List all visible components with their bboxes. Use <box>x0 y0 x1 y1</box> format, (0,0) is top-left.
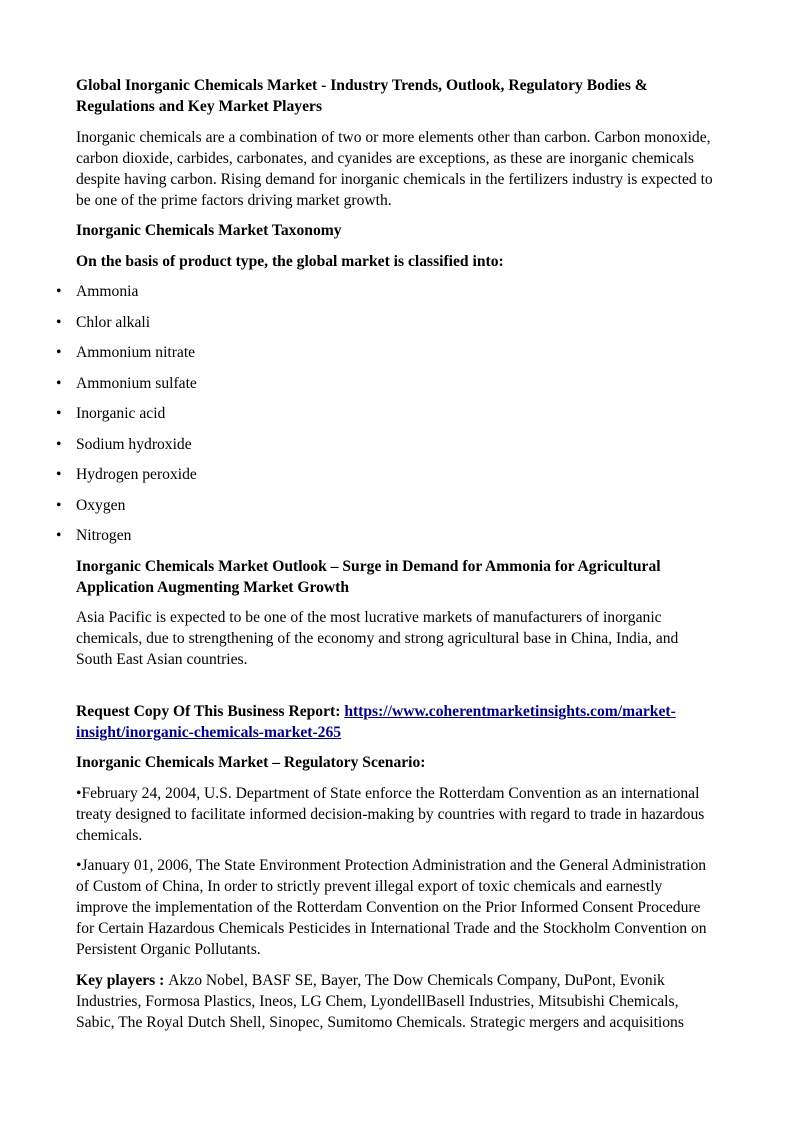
intro-paragraph: Inorganic chemicals are a combination of two or more elements other than carbon. Carbon monoxide, carbon dioxide, carbides, carbonates, and cyanides are exceptions, as these are inorganic chemicals despite having carbon. Rising demand for inorganic chemicals in the fertilizers industry is expected to be one of the prime factors driving market growth. <box>76 128 713 209</box>
bullet-icon: • <box>56 527 62 544</box>
list-item-label: Hydrogen peroxide <box>76 466 197 483</box>
list-item <box>56 342 718 363</box>
list-item-label: Ammonium nitrate <box>76 344 196 361</box>
bullet-icon: • <box>56 313 62 331</box>
list-item <box>56 525 718 546</box>
list-item <box>56 281 718 302</box>
list-item-label: Ammonia <box>76 283 139 300</box>
outlook-heading: Inorganic Chemicals Market Outlook – Surge in Demand for Ammonia for Agricultural Application Augmenting Market Growth <box>76 557 661 596</box>
document-title: Global Inorganic Chemicals Market - Industry Trends, Outlook, Regulatory Bodies & Regulations and Key Market Players <box>76 77 648 115</box>
list-item-label: Nitrogen <box>76 527 132 544</box>
key-players-paragraph <box>76 970 718 1033</box>
list-item-label: Chlor alkali <box>76 313 151 331</box>
list-item-label: Oxygen <box>76 496 126 514</box>
list-item-label: Sodium hydroxide <box>76 435 192 453</box>
key-players-text: Akzo Nobel, BASF SE, Bayer, The Dow Chemicals Company, DuPont, Evonik Industries, Formosa Plastics, Ineos, LG Chem, LyondellBasell Industries, Mitsubishi Chemicals, Sabic, The Royal Dutch Shell, Sinopec, Sumitomo Chemicals. Strategic mergers and acquisitions <box>76 971 684 1031</box>
list-item <box>56 495 718 516</box>
list-item <box>56 464 718 485</box>
outlook-paragraph: Asia Pacific is expected to be one of the most lucrative markets of manufacturers of inorganic chemicals, due to strengthening of the economy and strong agricultural base in China, India, and South East Asian countries. <box>76 609 679 668</box>
product-type-heading: On the basis of product type, the global market is classified into: <box>76 252 504 270</box>
regulation-paragraph: •January 01, 2006, The State Environment Protection Administration and the General Administration of Custom of China, In order to strictly prevent illegal export of toxic chemicals and earnestly improve the implementation of the Rotterdam Convention on the Prior Informed Consent Procedure for Certain Hazardous Chemicals Pesticides in International Trade and the Stockholm Convention on Persistent Organic Pollutants. <box>76 857 707 958</box>
list-item-label: Inorganic acid <box>76 405 166 422</box>
taxonomy-heading: Inorganic Chemicals Market Taxonomy <box>76 222 342 239</box>
key-players-label: Key players : <box>76 971 169 989</box>
report-link[interactable]: https://www.coherentmarketinsights.com/market-insight/inorganic-chemicals-market-265 <box>76 702 676 741</box>
bullet-icon: • <box>56 374 62 392</box>
list-item <box>56 312 718 333</box>
list-item <box>56 403 718 424</box>
regulatory-heading: Inorganic Chemicals Market – Regulatory Scenario: <box>76 754 426 771</box>
bullet-icon: • <box>56 283 62 300</box>
request-copy-paragraph <box>76 701 718 743</box>
document-page <box>56 75 718 1042</box>
product-type-list <box>56 281 718 546</box>
regulation-paragraph: •February 24, 2004, U.S. Department of State enforce the Rotterdam Convention as an international treaty designed to facilitate informed decision-making by countries with regard to trade in hazardous chemicals. <box>76 784 705 844</box>
list-item <box>56 373 718 394</box>
bullet-icon: • <box>56 466 62 483</box>
bullet-icon: • <box>56 344 62 361</box>
bullet-icon: • <box>56 435 62 453</box>
list-item <box>56 434 718 455</box>
spacer <box>76 680 718 701</box>
request-copy-label: Request Copy Of This Business Report: <box>76 702 345 720</box>
bullet-icon: • <box>56 496 62 514</box>
bullet-icon: • <box>56 405 62 422</box>
list-item-label: Ammonium sulfate <box>76 374 197 392</box>
